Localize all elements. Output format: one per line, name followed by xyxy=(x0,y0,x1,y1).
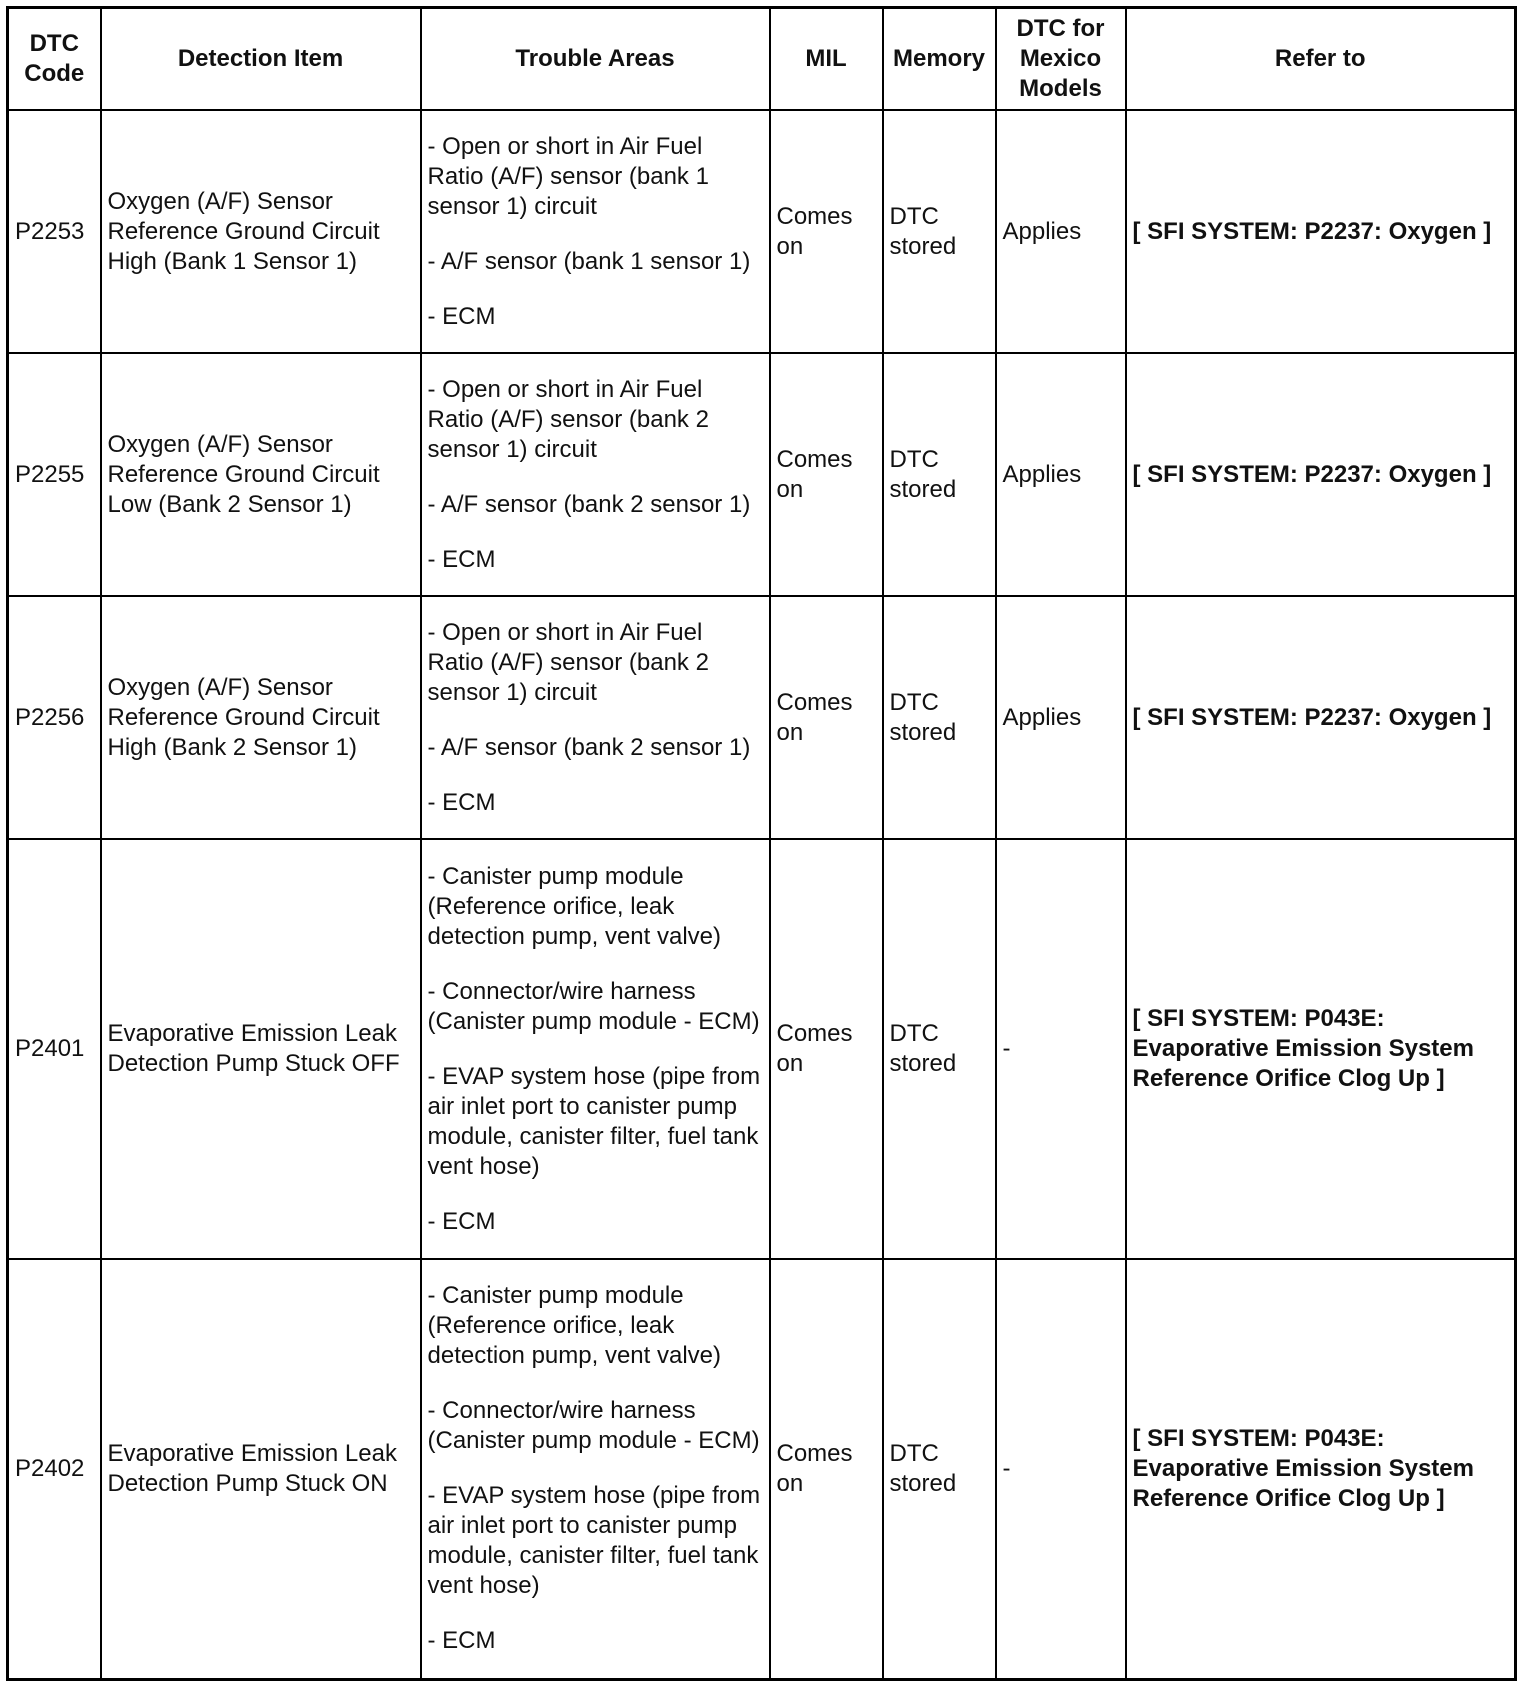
trouble-area-item: - A/F sensor (bank 1 sensor 1) xyxy=(427,247,751,275)
trouble-areas-cell xyxy=(421,839,770,1259)
header-detection-item: Detection Item xyxy=(101,8,421,111)
mexico-cell: Applies xyxy=(996,353,1126,596)
trouble-area-item: - ECM xyxy=(427,1627,496,1655)
detection-item-cell: Oxygen (A/F) Sensor Reference Ground Circuit High (Bank 2 Sensor 1) xyxy=(101,596,421,839)
trouble-area-item: - Open or short in Air Fuel Ratio (A/F) sensor (bank 2 sensor 1) circuit xyxy=(427,618,709,706)
trouble-area-item: - ECM xyxy=(427,1207,496,1235)
mil-cell: Comes on xyxy=(770,839,883,1259)
table-row xyxy=(8,110,1516,353)
memory-cell: DTC stored xyxy=(883,1259,996,1679)
mil-cell: Comes on xyxy=(770,353,883,596)
table-row xyxy=(8,353,1516,596)
mil-cell: Comes on xyxy=(770,596,883,839)
refer-to-link[interactable]: [ SFI SYSTEM: P2237: Oxygen ] xyxy=(1126,596,1516,839)
header-dtc-code: DTC Code xyxy=(8,8,101,111)
table-row xyxy=(8,596,1516,839)
trouble-area-item: - Connector/wire harness (Canister pump module - ECM) xyxy=(427,977,760,1035)
trouble-area-item: - Connector/wire harness (Canister pump module - ECM) xyxy=(427,1397,760,1455)
mil-cell: Comes on xyxy=(770,110,883,353)
mil-cell: Comes on xyxy=(770,1259,883,1679)
dtc-code-cell: P2402 xyxy=(8,1259,101,1679)
trouble-area-item: - Canister pump module (Reference orifice, leak detection pump, vent valve) xyxy=(427,1282,721,1370)
trouble-area-item: - ECM xyxy=(427,788,496,816)
dtc-code-cell: P2256 xyxy=(8,596,101,839)
detection-item-cell: Oxygen (A/F) Sensor Reference Ground Circuit Low (Bank 2 Sensor 1) xyxy=(101,353,421,596)
dtc-sheet xyxy=(6,6,1514,1681)
dtc-code-cell: P2255 xyxy=(8,353,101,596)
trouble-area-item: - Canister pump module (Reference orifice, leak detection pump, vent valve) xyxy=(427,862,721,950)
detection-item-cell: Evaporative Emission Leak Detection Pump Stuck OFF xyxy=(101,839,421,1259)
header-row xyxy=(8,8,1516,111)
dtc-table xyxy=(6,6,1517,1681)
memory-cell: DTC stored xyxy=(883,110,996,353)
mexico-cell: Applies xyxy=(996,596,1126,839)
trouble-areas-cell xyxy=(421,1259,770,1679)
refer-to-link[interactable]: [ SFI SYSTEM: P2237: Oxygen ] xyxy=(1126,110,1516,353)
header-memory: Memory xyxy=(883,8,996,111)
trouble-area-item: - ECM xyxy=(427,545,496,573)
dtc-code-cell: P2401 xyxy=(8,839,101,1259)
refer-to-link[interactable]: [ SFI SYSTEM: P043E: Evaporative Emission System Reference Orifice Clog Up ] xyxy=(1126,1259,1516,1679)
table-row xyxy=(8,1259,1516,1679)
refer-to-link[interactable]: [ SFI SYSTEM: P043E: Evaporative Emission System Reference Orifice Clog Up ] xyxy=(1126,839,1516,1259)
table-row xyxy=(8,839,1516,1259)
detection-item-cell: Evaporative Emission Leak Detection Pump Stuck ON xyxy=(101,1259,421,1679)
trouble-area-item: - EVAP system hose (pipe from air inlet port to canister pump module, canister filter, fuel tank vent hose) xyxy=(427,1482,761,1600)
memory-cell: DTC stored xyxy=(883,596,996,839)
header-mil: MIL xyxy=(770,8,883,111)
detection-item-cell: Oxygen (A/F) Sensor Reference Ground Circuit High (Bank 1 Sensor 1) xyxy=(101,110,421,353)
header-trouble-areas: Trouble Areas xyxy=(421,8,770,111)
refer-to-link[interactable]: [ SFI SYSTEM: P2237: Oxygen ] xyxy=(1126,353,1516,596)
trouble-area-item: - ECM xyxy=(427,302,496,330)
header-mexico-models: DTC for Mexico Models xyxy=(996,8,1126,111)
memory-cell: DTC stored xyxy=(883,353,996,596)
trouble-area-item: - A/F sensor (bank 2 sensor 1) xyxy=(427,733,751,761)
trouble-areas-cell xyxy=(421,110,770,353)
trouble-areas-cell xyxy=(421,596,770,839)
trouble-area-item: - Open or short in Air Fuel Ratio (A/F) sensor (bank 2 sensor 1) circuit xyxy=(427,375,709,463)
header-refer-to: Refer to xyxy=(1126,8,1516,111)
trouble-area-item: - A/F sensor (bank 2 sensor 1) xyxy=(427,490,751,518)
mexico-cell: - xyxy=(996,839,1126,1259)
mexico-cell: - xyxy=(996,1259,1126,1679)
mexico-cell: Applies xyxy=(996,110,1126,353)
trouble-areas-cell xyxy=(421,353,770,596)
trouble-area-item: - Open or short in Air Fuel Ratio (A/F) sensor (bank 1 sensor 1) circuit xyxy=(427,132,709,220)
dtc-code-cell: P2253 xyxy=(8,110,101,353)
memory-cell: DTC stored xyxy=(883,839,996,1259)
trouble-area-item: - EVAP system hose (pipe from air inlet port to canister pump module, canister filter, fuel tank vent hose) xyxy=(427,1062,761,1180)
